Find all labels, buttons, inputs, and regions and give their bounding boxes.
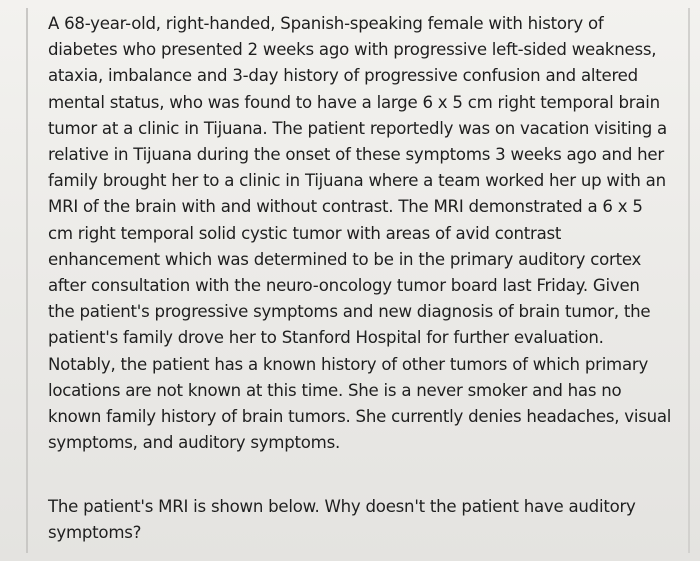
case-line: diabetes who presented 2 weeks ago with progressive left-sided weakness, xyxy=(48,40,657,60)
case-line: A 68-year-old, right-handed, Spanish-speaking female with history of xyxy=(48,14,604,33)
case-line: the patient's progressive symptoms and new diagnosis of brain tumor, the xyxy=(48,302,651,322)
case-line: patient's family drove her to Stanford Hospital for further evaluation. xyxy=(48,328,604,348)
case-line: locations are not known at this time. She is a never smoker and has no xyxy=(48,380,622,400)
question-paragraph xyxy=(48,494,680,546)
case-line: enhancement which was determined to be in the primary auditory cortex xyxy=(48,249,642,269)
case-line: ataxia, imbalance and 3-day history of progressive confusion and altered xyxy=(48,66,638,86)
case-line: MRI of the brain with and without contrast. The MRI demonstrated a 6 x 5 xyxy=(48,197,643,217)
case-line: known family history of brain tumors. She currently denies headaches, visual xyxy=(48,407,672,427)
case-line: relative in Tijuana during the onset of these symptoms 3 weeks ago and her xyxy=(48,145,664,165)
case-line: Notably, the patient has a known history of other tumors of which primary xyxy=(48,354,649,374)
case-line: family brought her to a clinic in Tijuana where a team worked her up with an xyxy=(48,171,666,191)
case-line: cm right temporal solid cystic tumor with areas of avid contrast xyxy=(48,223,562,243)
case-description-paragraph xyxy=(48,11,680,456)
case-line: tumor at a clinic in Tijuana. The patient reportedly was on vacation visiting a xyxy=(48,118,667,138)
question-line: The patient's MRI is shown below. Why doesn't the patient have auditory xyxy=(48,497,636,516)
case-line: mental status, who was found to have a large 6 x 5 cm right temporal brain xyxy=(48,92,660,112)
case-line: after consultation with the neuro-oncology tumor board last Friday. Given xyxy=(48,276,640,296)
case-line: symptoms, and auditory symptoms. xyxy=(48,433,340,453)
question-line: symptoms? xyxy=(48,523,142,543)
